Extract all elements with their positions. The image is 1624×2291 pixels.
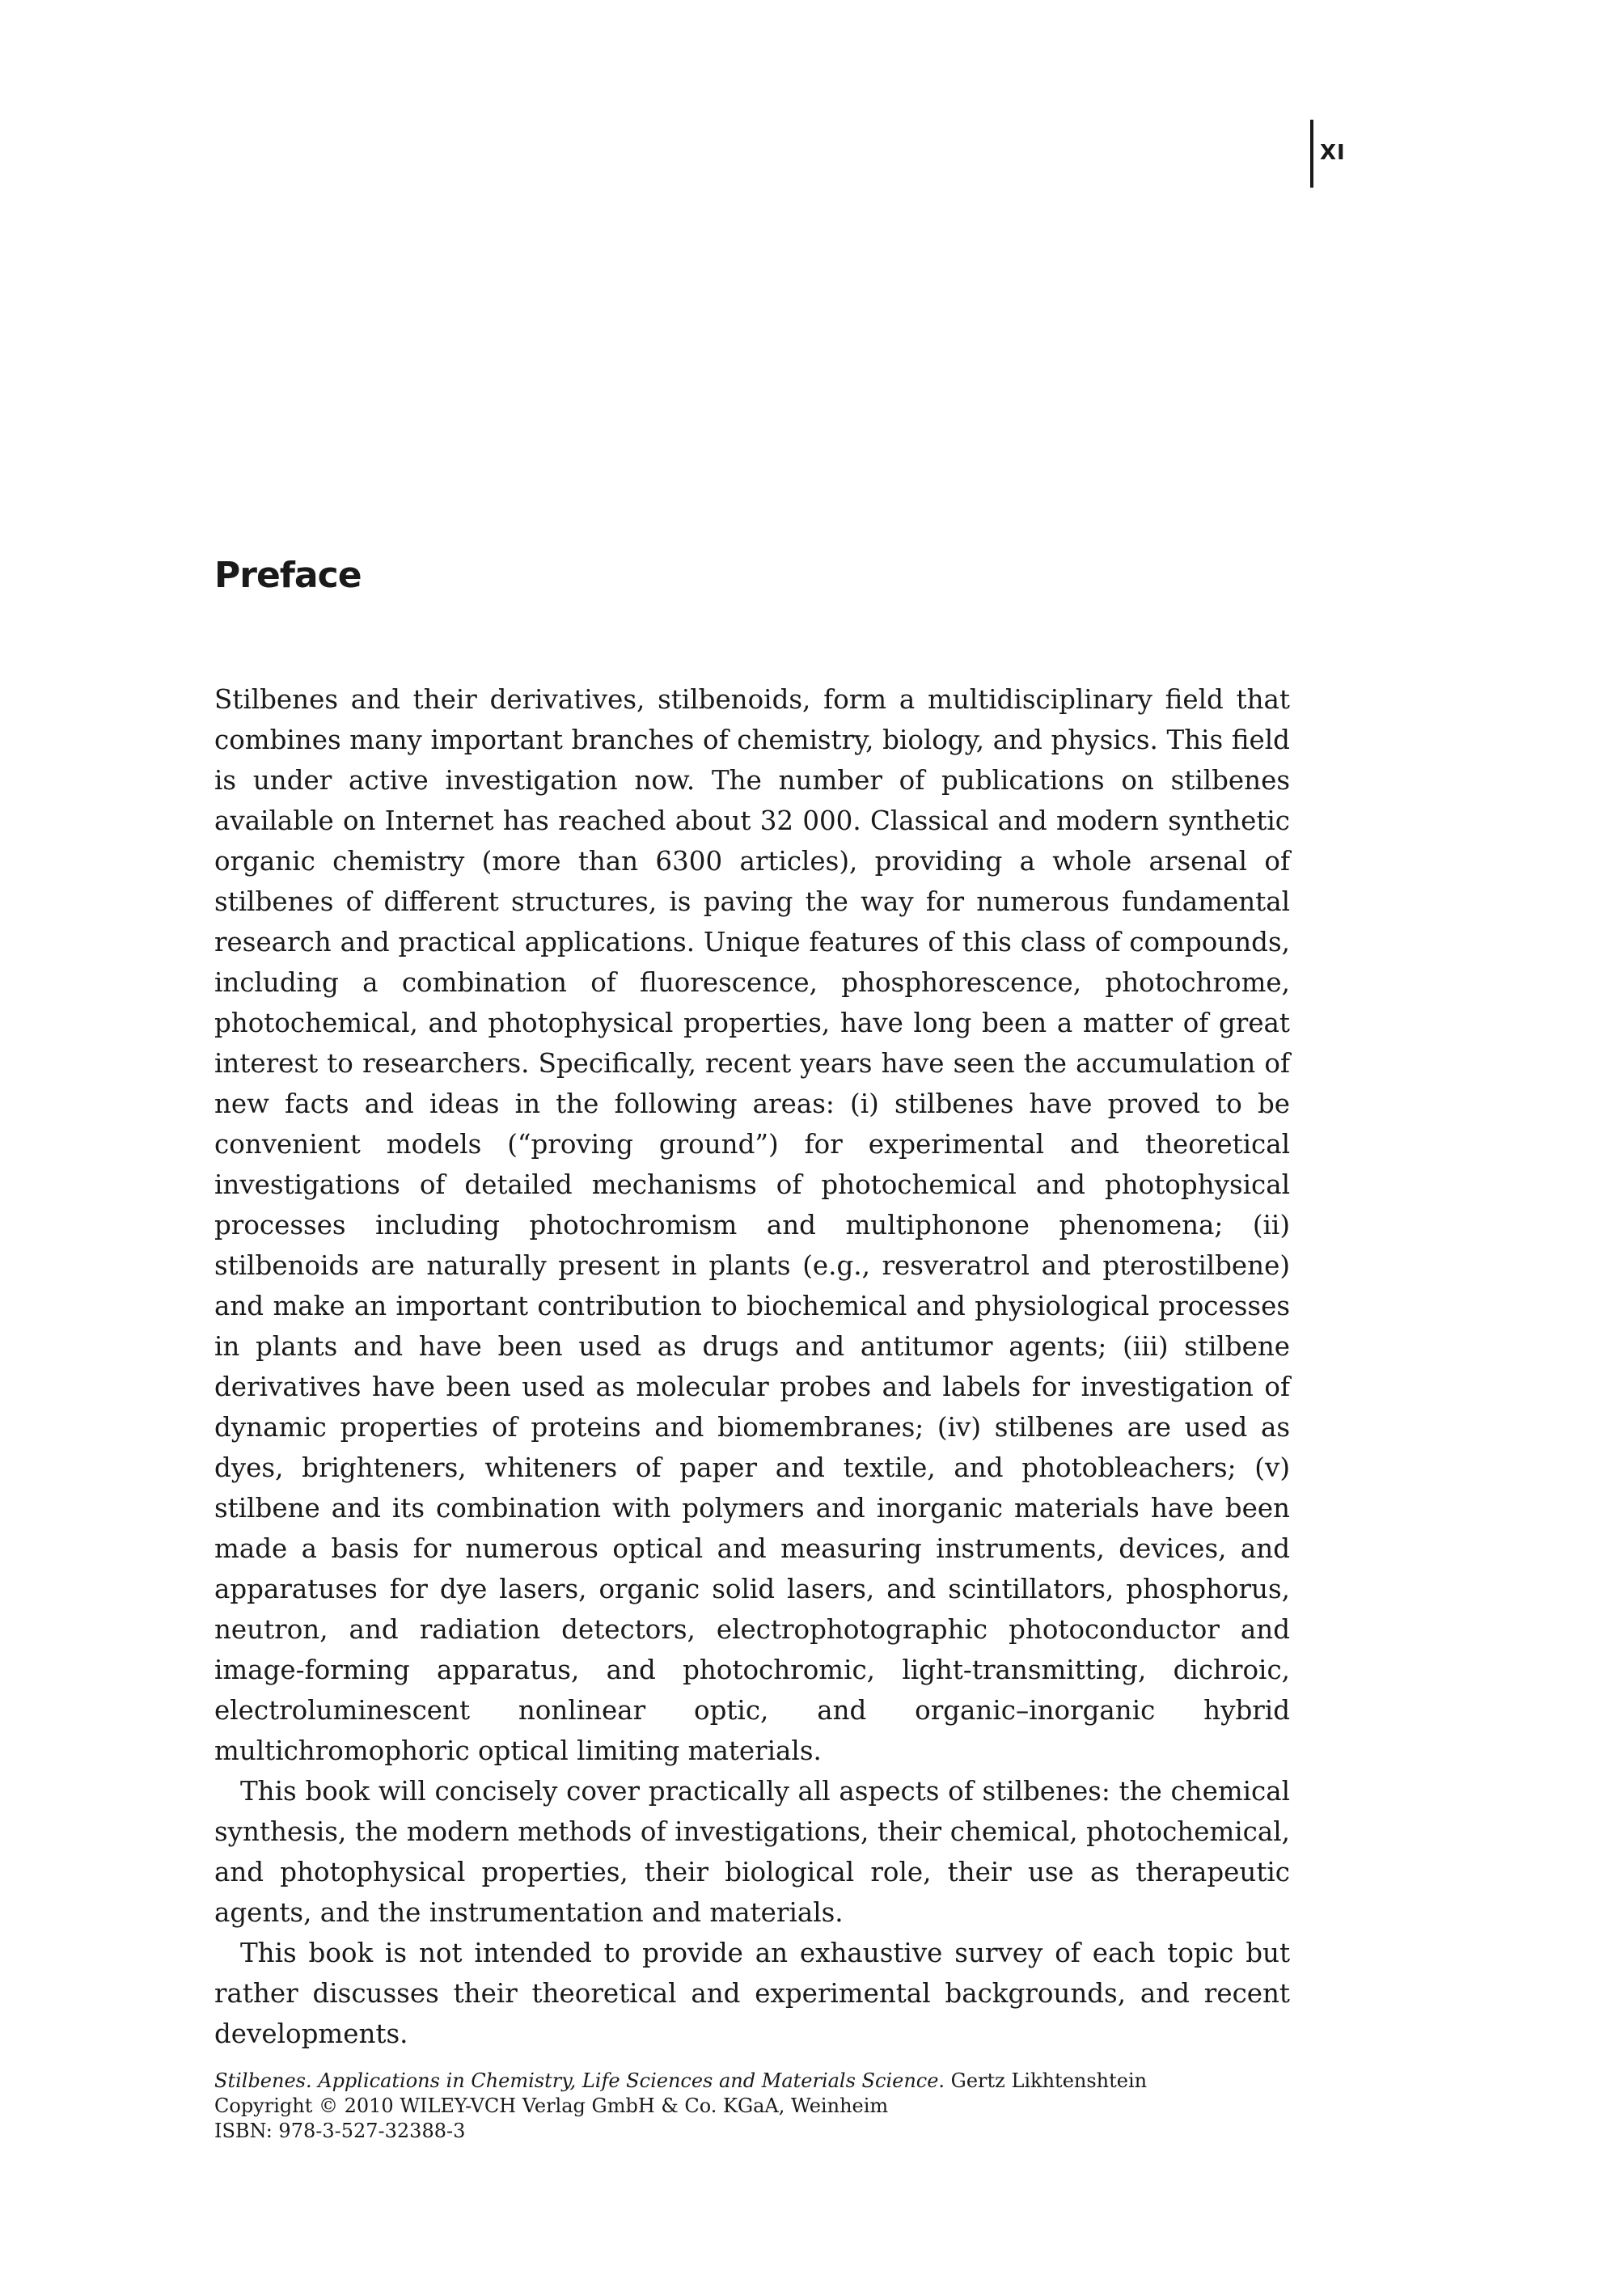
paragraph-1: Stilbenes and their derivatives, stilbenoids, form a multidisciplinary field that combines many important branches of chemistry, biology, and physics. This field is under active investigation now. The number of publications on stilbenes available on Internet has reached about 32 000. Classical and modern synthetic organic chemistry (more than 6300 articles), providing a whole arsenal of stilbenes of different structures, is paving the way for numerous fundamental research and practical applications. Unique features of this class of compounds, including a combination of fluorescence, phosphorescence, photochrome, photochemical, and photophysical properties, have long been a matter of great interest to researchers. Specifically, recent years have seen the accumulation of new facts and ideas in the following areas: (i) stilbenes have proved to be convenient models (“proving ground”) for experimental and theoretical investigations of detailed mechanisms of photochemical and photophysical processes including photochromism and multiphonone phenomena; (ii) stilbenoids are naturally present in plants (e.g., resveratrol and pterostilbene) and make an important contribution to biochemical and physiological processes in plants and have been used as drugs and antitumor agents; (iii) stilbene derivatives have been used as molecular probes and labels for investigation of dynamic properties of proteins and biomembranes; (iv) stilbenes are used as dyes, brighteners, whiteners of paper and textile, and photobleachers; (v) stilbene and its combination with polymers and inorganic materials have been made a basis for numerous optical and measuring instruments, devices, and apparatuses for dye lasers, organic solid lasers, and scintillators, phosphorus, neutron, and radiation detectors, electrophotographic photoconductor and image-forming apparatus, and photochromic, light-transmitting, dichroic, electroluminescent nonlinear optic, and organic–inorganic hybrid multichromophoric optical limiting materials.	[214, 684, 1290, 1766]
footer-book-title: Stilbenes. Applications in Chemistry, Life Sciences and Materials Science.	[214, 2069, 945, 2092]
copyright-footer	[214, 2069, 1347, 2144]
footer-copyright: Copyright © 2010 WILEY-VCH Verlag GmbH & Co. KGaA, Weinheim	[214, 2094, 889, 2117]
page-title: Preface	[214, 555, 362, 596]
page-number: XI	[1320, 141, 1346, 165]
paragraph-2: This book will concisely cover practically all aspects of stilbenes: the chemical synthesis, the modern methods of investigations, their chemical, photochemical, and photophysical properties, their biological role, their use as therapeutic agents, and the instrumentation and materials.	[214, 1776, 1290, 1928]
page-number-marker	[1310, 120, 1346, 188]
footer-isbn: ISBN: 978-3-527-32388-3	[214, 2120, 466, 2142]
paragraph-3: This book is not intended to provide an exhaustive survey of each topic but rather discusses their theoretical and experimental backgrounds, and recent developments.	[214, 1938, 1290, 2049]
footer-citation-line	[214, 2069, 1347, 2094]
preface-body	[214, 679, 1290, 2054]
footer-author: Gertz Likhtenshtein	[945, 2069, 1148, 2092]
